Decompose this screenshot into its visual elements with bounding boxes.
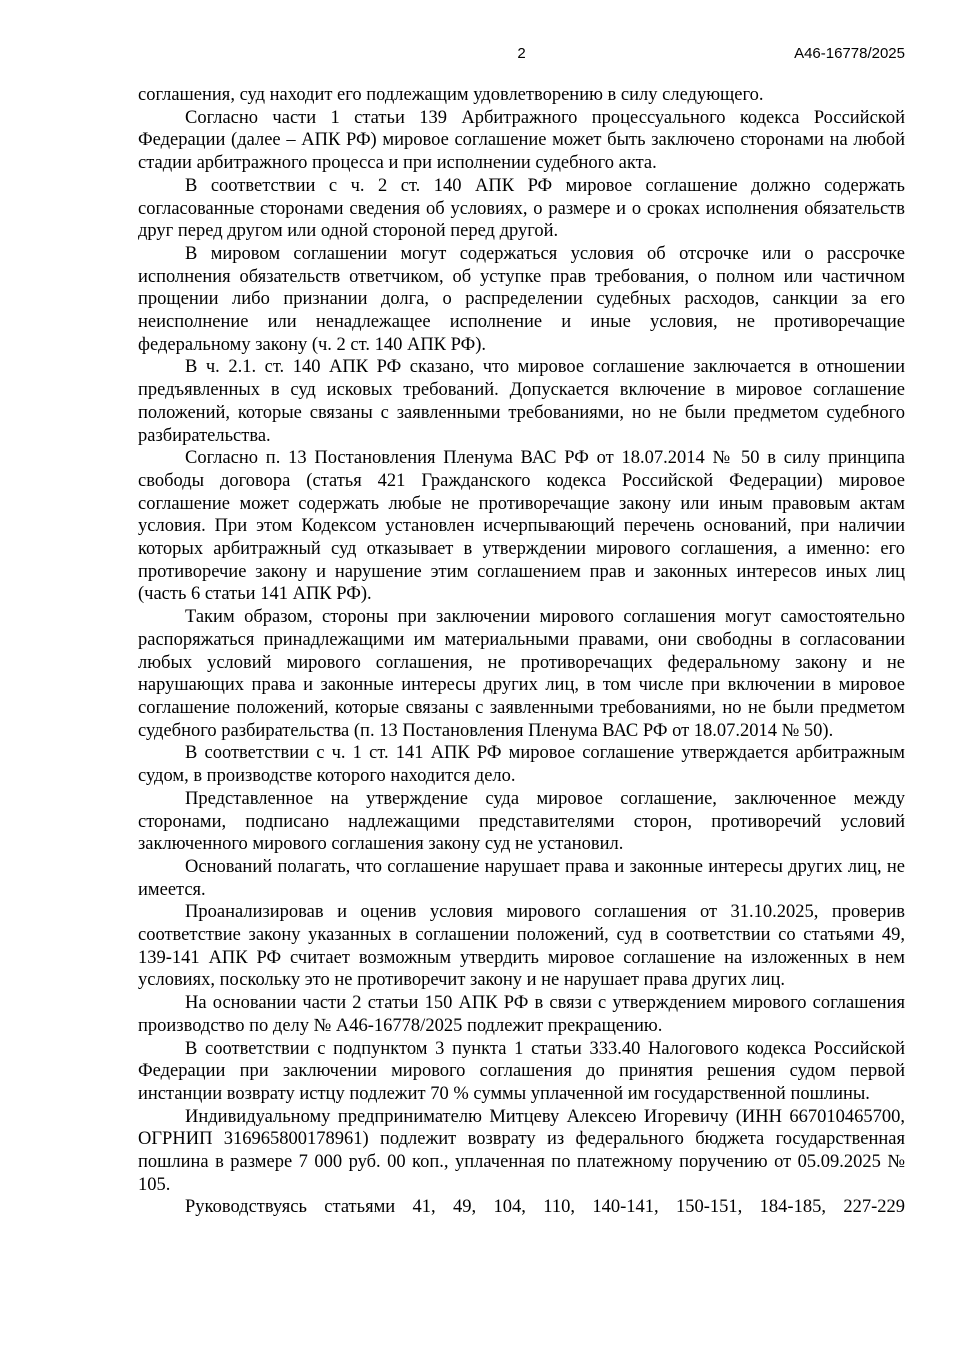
- body-paragraph: Согласно части 1 статьи 139 Арбитражного процессуального кодекса Российской Федерации (далее – АПК РФ) мировое соглашение может быть заключено сторонами на любой стадии арбитражного процесса и при исполнении судебного акта.: [138, 107, 905, 174]
- body-paragraph: Индивидуальному предпринимателю Митцеву Алексею Игоревичу (ИНН 667010465700, ОГРНИП 316965800178961) подлежит возврату из федерального бюджета государственная пошлина в размере 7 000 руб. 00 коп., уплаченная по платежному поручению от 05.09.2025 № 105.: [138, 1106, 905, 1195]
- body-paragraph: Оснований полагать, что соглашение нарушает права и законные интересы других лиц, не имеется.: [138, 856, 905, 900]
- body-paragraph: На основании части 2 статьи 150 АПК РФ в связи с утверждением мирового соглашения производство по делу № А46-16778/2025 подлежит прекращению.: [138, 993, 905, 1036]
- body-paragraph: соглашения, суд находит его подлежащим удовлетворению в силу следующего.: [138, 85, 764, 105]
- page-header: [138, 45, 905, 65]
- body-paragraph: Согласно п. 13 Постановления Пленума ВАС РФ от 18.07.2014 № 50 в силу принципа свободы договора (статья 421 Гражданского кодекса Российской Федерации) мировое соглашение может содержать любые не противоречащие закону или иным правовым актам условия. При этом Кодексом установлен исчерпывающий перечень оснований, при наличии которых арбитражный суд отказывает в утверждении мирового соглашения, а именно: его противоречие закону и нарушение этим соглашением прав и законных интересов иных лиц (часть 6 статьи 141 АПК РФ).: [138, 448, 905, 605]
- body-paragraph: Представленное на утверждение суда мировое соглашение, заключенное между сторонами, подписано надлежащими представителями сторон, противоречий условий заключенного мирового соглашения закону суд не установил.: [138, 788, 905, 855]
- body-paragraph: В соответствии с ч. 2 ст. 140 АПК РФ мировое соглашение должно содержать согласованные сторонами сведения об условиях, о размере и о сроках исполнения обязательств друг перед другом или одной стороной перед другой.: [138, 175, 905, 242]
- body-paragraph: Руководствуясь статьями 41, 49, 104, 110, 140-141, 150-151, 184-185, 227-229: [185, 1197, 905, 1218]
- body-paragraph: Проанализировав и оценив условия мирового соглашения от 31.10.2025, проверив соответствие закону указанных в соглашении положений, суд в соответствии со статьями 49, 139-141 АПК РФ считает возможным утвердить мировое соглашение на изложенных в нем условиях, поскольку это не противоречит закону и не нарушает права других лиц.: [138, 902, 905, 991]
- body-paragraph: Таким образом, стороны при заключении мирового соглашения могут самостоятельно распоряжаться принадлежащими им материальными правами, они свободны в согласовании любых условий мирового соглашения, не противоречащих федеральному закону и не нарушающих права и законные интересы других лиц, в том числе при включении в мировое соглашение положений, которые связаны с заявленными требованиями, но не были предметом судебного разбирательства (п. 13 Постановления Пленума ВАС РФ от 18.07.2014 № 50).: [138, 607, 905, 741]
- body-paragraph: В соответствии с подпунктом 3 пункта 1 статьи 333.40 Налогового кодекса Российской Федерации при заключении мирового соглашения до принятия решения судом первой инстанции возврату истцу подлежит 70 % суммы уплаченной им государственной пошлины.: [138, 1038, 905, 1104]
- case-number: А46-16778/2025: [794, 45, 905, 62]
- ruling-body-text: [138, 84, 905, 1219]
- body-paragraph: В соответствии с ч. 1 ст. 141 АПК РФ мировое соглашение утверждается арбитражным судом, в производстве которого находится дело.: [138, 743, 905, 787]
- body-paragraph: В ч. 2.1. ст. 140 АПК РФ сказано, что мировое соглашение заключается в отношении предъявленных в суд исковых требований. Допускается включение в мировое соглашение положений, которые связаны с заявленными требованиями, но не были предметом судебного разбирательства.: [138, 357, 905, 446]
- body-paragraph: В мировом соглашении могут содержаться условия об отсрочке или о рассрочке исполнения обязательств ответчиком, об уступке прав требования, о полном или частичном прощении либо признании долга, о распределении судебных расходов, санкции за его неисполнение или ненадлежащее исполнение и иные условия, не противоречащие федеральному закону (ч. 2 ст. 140 АПК РФ).: [138, 243, 905, 355]
- page-number: 2: [517, 45, 526, 62]
